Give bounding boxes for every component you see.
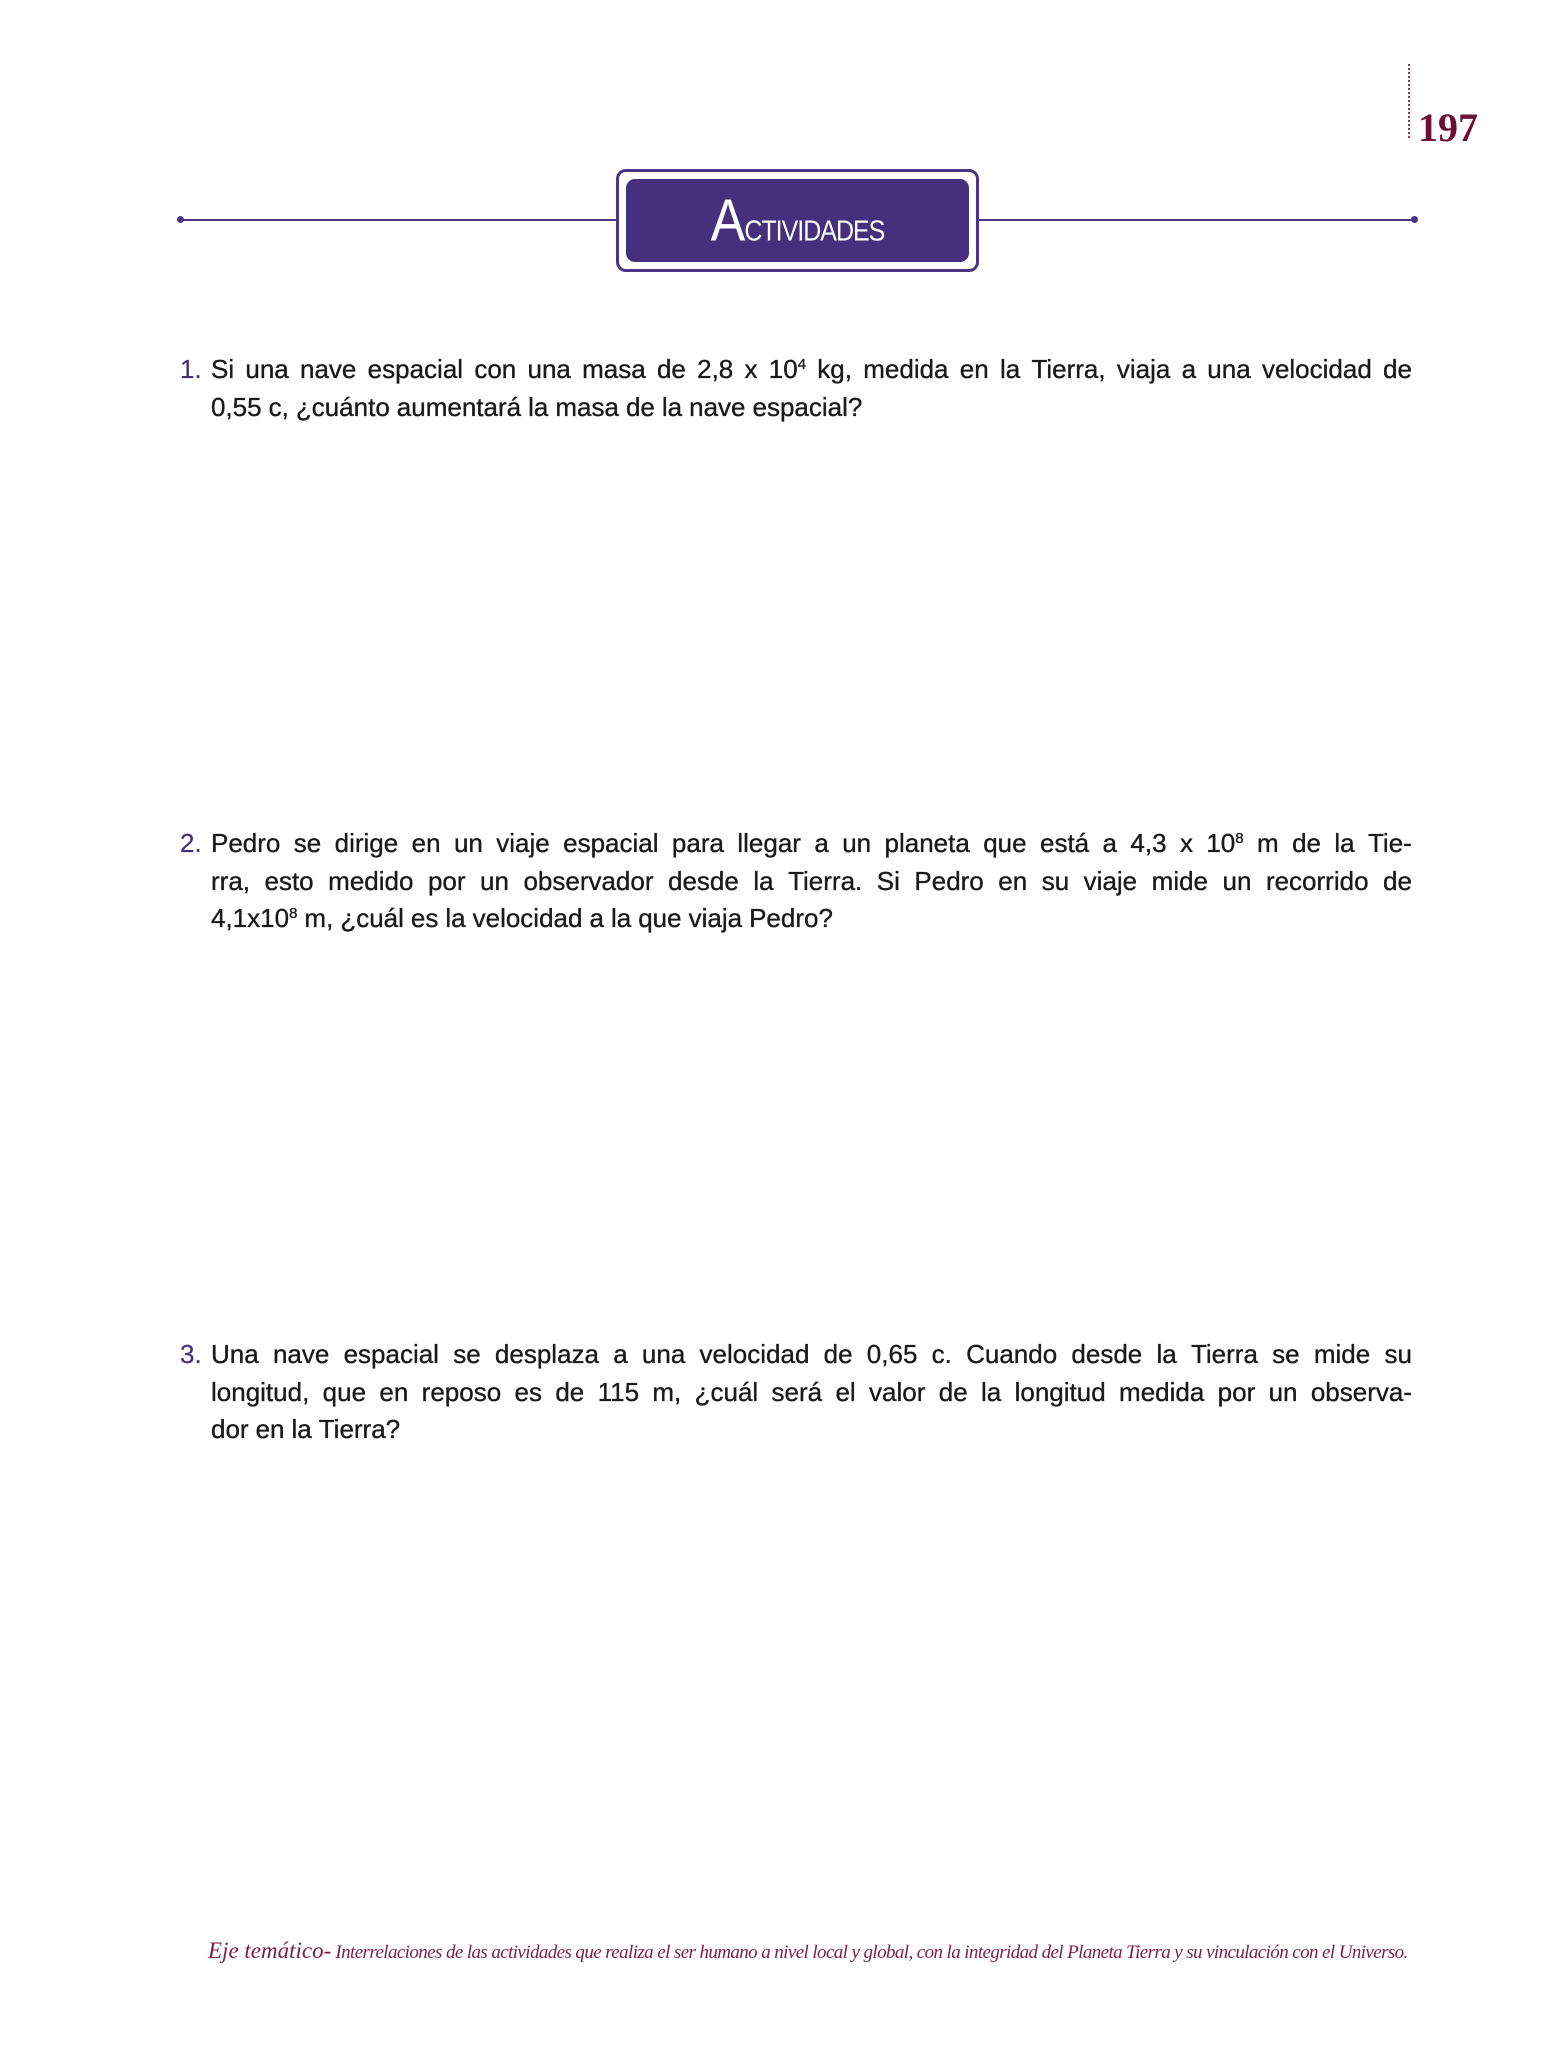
word: una	[245, 354, 289, 384]
word: la	[661, 391, 683, 422]
word: medido	[328, 865, 414, 896]
word: Si	[876, 865, 900, 896]
word: se	[453, 1339, 481, 1369]
word: la	[610, 903, 632, 933]
word: 115	[597, 1376, 640, 1407]
word: un	[1268, 1376, 1298, 1407]
word: a	[613, 1339, 628, 1369]
word: que	[983, 828, 1027, 858]
word: planeta	[884, 828, 970, 858]
word: que	[638, 903, 682, 933]
question-1	[180, 351, 1412, 426]
word: su	[1041, 865, 1070, 896]
question-line	[211, 825, 1412, 863]
word: ¿cuánto	[295, 391, 390, 422]
word: espacial	[343, 1339, 439, 1369]
word: velocidad	[472, 903, 583, 933]
word: de	[555, 1376, 585, 1407]
word: de	[823, 1339, 853, 1369]
word: nave	[689, 391, 746, 422]
word: Tierra,	[1031, 354, 1106, 384]
word: valor	[869, 1376, 926, 1407]
word: m	[1257, 828, 1279, 858]
superscript-exponent: 8	[289, 905, 298, 922]
word: Pedro?	[749, 903, 833, 933]
question-line	[211, 1374, 1412, 1412]
word: por	[427, 865, 466, 896]
word: una	[1207, 354, 1251, 384]
word: la	[753, 865, 774, 896]
word: de	[656, 354, 686, 384]
word: esto	[264, 865, 314, 896]
page-number: 197	[1418, 105, 1478, 150]
word: velocidad	[699, 1339, 810, 1369]
question-number: 2.	[180, 828, 202, 858]
word: el	[835, 1376, 856, 1407]
word: Cuando	[966, 1339, 1058, 1369]
word: un	[453, 828, 483, 858]
word: espacial	[367, 354, 464, 384]
word: la	[1334, 828, 1355, 858]
word: Tie-	[1368, 828, 1412, 858]
word: longitud	[1014, 1376, 1106, 1407]
word: en	[255, 1414, 285, 1444]
section-title: Actividades	[710, 187, 885, 254]
word: se	[1272, 1339, 1300, 1369]
word: la	[1156, 1339, 1177, 1369]
word: 2,8	[697, 354, 734, 384]
word: a	[589, 903, 604, 933]
word: de	[1292, 828, 1321, 858]
word: aumentará	[396, 391, 522, 422]
word: ¿cuál	[340, 903, 404, 933]
question-line	[211, 351, 1412, 389]
word: la	[291, 1414, 312, 1444]
word: c,	[268, 391, 289, 422]
word: espacial	[563, 828, 659, 858]
question-line	[211, 1411, 1412, 1449]
word: Pedro	[914, 865, 984, 896]
word: a	[1181, 354, 1197, 384]
word: c.	[931, 1339, 952, 1369]
word: kg,	[817, 354, 852, 384]
question-number: 3.	[180, 1339, 202, 1369]
footer-theme	[208, 1938, 1412, 1964]
question-line	[211, 863, 1412, 901]
word: Tierra.	[788, 865, 863, 896]
word: x	[744, 354, 758, 384]
word: con	[474, 354, 517, 384]
word: viaje	[496, 828, 550, 858]
word: nave	[300, 354, 357, 384]
word: un	[1222, 865, 1252, 896]
question-number: 1.	[180, 354, 202, 384]
word: la	[445, 903, 466, 933]
word: velocidad	[1261, 354, 1372, 384]
word: a	[814, 828, 829, 858]
word: de	[625, 391, 655, 422]
word: observador	[523, 865, 654, 896]
word: en	[959, 354, 989, 384]
word: llegar	[737, 828, 801, 858]
word: es	[410, 903, 439, 933]
word: es	[514, 1376, 542, 1407]
superscript-exponent: 4	[797, 356, 807, 373]
word: dor	[211, 1414, 249, 1444]
word: 0,55	[211, 391, 262, 422]
superscript-exponent: 8	[1235, 830, 1244, 847]
word: un	[842, 828, 872, 858]
section-badge-fill	[626, 179, 969, 262]
word: será	[771, 1376, 823, 1407]
word: recorrido	[1265, 865, 1369, 896]
word: Una	[211, 1339, 259, 1369]
word: Pedro	[211, 828, 281, 858]
word: $10^8$	[1206, 828, 1244, 858]
page-number-divider	[1408, 64, 1410, 138]
word: rra,	[211, 865, 250, 896]
word: Tierra?	[318, 1414, 401, 1444]
word: de	[1383, 354, 1412, 384]
word: Si	[211, 354, 235, 384]
question-3	[180, 1336, 1412, 1449]
word: reposo	[421, 1376, 502, 1407]
word: que	[322, 1376, 367, 1407]
word: una	[641, 1339, 686, 1369]
word: se	[293, 828, 322, 858]
word: en	[411, 828, 441, 858]
section-badge	[616, 169, 979, 272]
word: Tierra	[1190, 1339, 1258, 1369]
word: desplaza	[494, 1339, 599, 1369]
word: una	[527, 354, 571, 384]
question-2	[180, 825, 1412, 938]
word: su	[1384, 1339, 1412, 1369]
word: $4,1x10^8$	[211, 903, 298, 933]
word: masa	[582, 354, 646, 384]
word: desde	[668, 865, 739, 896]
word: de	[1383, 865, 1412, 896]
word: desde	[1071, 1339, 1143, 1369]
question-line	[211, 1336, 1412, 1374]
word: de	[938, 1376, 968, 1407]
rule-end-dot-left	[177, 216, 184, 223]
word: medida	[863, 354, 949, 384]
word: espacial?	[752, 391, 863, 422]
word: m,	[652, 1376, 682, 1407]
word: un	[480, 865, 509, 896]
word: por	[1217, 1376, 1256, 1407]
word: mide	[1313, 1339, 1371, 1369]
word: 4,3	[1130, 828, 1167, 858]
word: masa	[555, 391, 619, 422]
word: la	[981, 1376, 1002, 1407]
footer-text: Interrelaciones de las actividades que realiza el ser humano a nivel local y global, con la integridad del Planeta Tierra y su vinculación con el Universo.	[331, 1942, 1408, 1963]
word: observa-	[1310, 1376, 1412, 1407]
word: a	[1102, 828, 1118, 858]
word: nave	[272, 1339, 330, 1369]
question-line	[211, 900, 1412, 938]
word: viaje	[1083, 865, 1138, 896]
word: dirige	[334, 828, 399, 858]
word: ¿cuál	[694, 1376, 759, 1407]
word: está	[1040, 828, 1090, 858]
word: $10^4$	[768, 354, 807, 384]
word: x	[1179, 828, 1193, 858]
word: en	[379, 1376, 409, 1407]
word: viaja	[688, 903, 743, 933]
word: longitud,	[211, 1376, 310, 1407]
word: en	[998, 865, 1028, 896]
word: la	[528, 391, 549, 422]
word: viaja	[1116, 354, 1171, 384]
word: 0,65	[866, 1339, 918, 1369]
footer-lead: Eje temático-	[208, 1938, 332, 1963]
word: m,	[304, 903, 334, 933]
word: medida	[1119, 1376, 1205, 1407]
word: para	[671, 828, 724, 858]
question-line	[211, 389, 1412, 427]
word: la	[999, 354, 1021, 384]
word: mide	[1151, 865, 1209, 896]
rule-end-dot-right	[1411, 216, 1418, 223]
